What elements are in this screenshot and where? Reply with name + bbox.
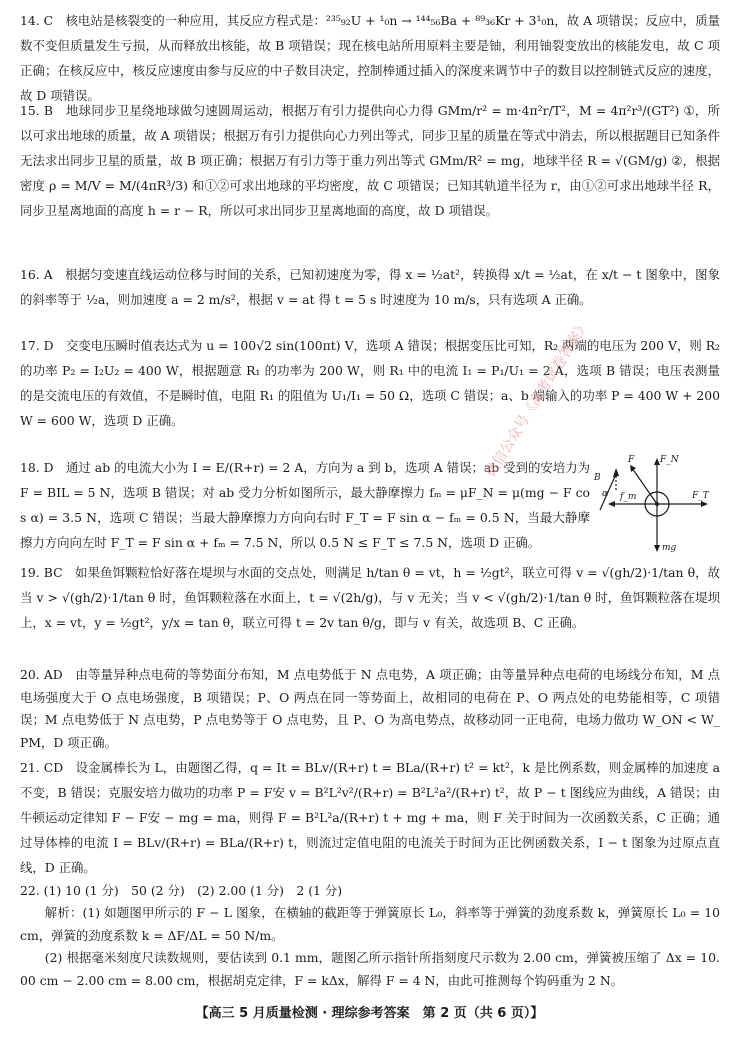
answer-18: 18. D 通过 ab 的电流大小为 I = E/(R+r) = 2 A，方向为 a 到 b，选项 A 错误；ab 受到的安培力为 F = BIL = 5 N，选项 B 错误；对 ab 受力分析如图所示，最大静摩擦力 fₘ = μF_N = μ(mg − F cos α) = 3.5 N，选项 C 错误；当最大静摩擦力方向向右时 F_T = F sin α − fₘ = 0.5 N，当最大静摩擦力方向向左时 F_T = F sin α + fₘ = 7.5 N，所以 0.5 N ≤ F_T ≤ 7.5 N，选项 D 正确。 [20, 460, 590, 550]
angle-label-alpha: α [602, 489, 609, 499]
answer-14: 14. C 核电站是核裂变的一种应用，其反应方程式是：²³⁵₉₂U + ¹₀n → ¹⁴⁴₅₆Ba + ⁸⁹₃₆Kr + 3¹₀n，故 A 项错误；反应中，质量数不变但质量发生亏损，从而释放出核能，故 B 项错误；现在核电站所用原料主要是铀，利用铀裂变放出的核能发电，故 C 项正确；在核反应中，核反应速度由参与反应的中子数目决定，控制棒通过插入的深度来调节中子的数目以控制链式反应的速度，故 D 项错误。 [20, 13, 720, 103]
answer-22-analysis-2: (2) 根据毫米刻度尺读数规则，要估读到 0.1 mm，题图乙所示指针所指刻度尺示数为 2.00 cm，弹簧被压缩了 Δx = 10.00 cm − 2.00 cm = 8.00 cm，根据胡克定律，F = kΔx，解得 F = 4 N，由此可推测每个钩码重为 2 N。 [20, 950, 720, 988]
force-label-ft: F_T [692, 491, 709, 501]
answer-22-analysis-1: 解析：(1) 如题图甲所示的 F − L 图象，在横轴的截距等于弹簧原长 L₀，斜率等于弹簧的劲度系数 k，弹簧原长 L₀ = 10 cm，弹簧的劲度系数 k = ΔF/ΔL = 50 N/m。 [20, 905, 720, 943]
force-label-fn: F_N [660, 455, 679, 465]
force-diagram [592, 452, 717, 562]
force-label-mg: mg [662, 543, 677, 553]
answer-20: 20. AD 由等量异种点电荷的等势面分布知，M 点电势低于 N 点电势，A 项正确；由等量异种点电荷的电场线分布知，M 点电场强度大于 O 点电场强度，B 项错误；P、O 两点在同一等势面上，故相同的电荷在 P、O 两点处的电势能相等，C 项错误；M 点电势低于 N 点电势，P 点电势等于 O 点电势，且 P、O 为高电势点，故移动同一正电荷，电场力做功 W_ON < W_PM，D 项正确。 [20, 667, 720, 750]
force-label-f: F [628, 455, 635, 465]
answer-15: 15. B 地球同步卫星绕地球做匀速圆周运动，根据万有引力提供向心力得 GMm/r² = m·4π²r/T²，M = 4π²r³/(GT²) ①，所以可求出地球的质量，故 A 项错误；根据万有引力提供向心力列出等式，同步卫星的质量在等式中消去，所以根据题目已知条件无法求出同步卫星的质量，故 B 项正确；根据万有引力等于重力列出等式 GMm/R² = mg，地球半径 R = √(GM/g) ②，根据密度 ρ = M/V = M/(4πR³/3) 和①②可求出地球的平均密度，故 C 项错误；已知其轨道半径为 r，由①②可求出地球半径 R，同步卫星离地面的高度 h = r − R，所以可求出同步卫星离地面的高度，故 D 项错误。 [20, 103, 720, 218]
answer-22-key: 22. (1) 10 (1 分) 50 (2 分) (2) 2.00 (1 分) 2 (1 分) [20, 883, 343, 898]
watermark: 微信公众号《高考试卷答案》 [482, 317, 593, 481]
field-label-b: B [594, 473, 601, 483]
answer-16: 16. A 根据匀变速直线运动位移与时间的关系，已知初速度为零，得 x = ½at²，转换得 x/t = ½at，在 x/t − t 图象中，图象的斜率等于 ½a，则加速度 a = 2 m/s²，根据 v = at 得 t = 5 s 时速度为 10 m/s，只有选项 A 正确。 [20, 267, 720, 307]
page-footer: 【高三 5 月质量检测 · 理综参考答案 第 2 页（共 6 页）】 [195, 1006, 544, 1021]
answer-19: 19. BC 如果鱼饵颗粒恰好落在堤坝与水面的交点处，则满足 h/tan θ = vt，h = ½gt²，联立可得 v = √(gh/2)·1/tan θ，故当 v > √(gh/2)·1/tan θ 时，鱼饵颗粒落在水面上，t = √(2h/g)，与 v 无关；当 v < √(gh/2)·1/tan θ 时，鱼饵颗粒落在堤坝上，x = vt，y = ½gt²，y/x = tan θ，联立可得 t = 2v tan θ/g，即与 v 有关，故选项 B、C 正确。 [20, 565, 720, 630]
answer-17: 17. D 交变电压瞬时值表达式为 u = 100√2 sin(100πt) V，选项 A 错误；根据变压比可知，R₂ 两端的电压为 200 V，则 R₂ 的功率 P₂ = I₂U₂ = 400 W，根据题意 R₁ 的功率为 200 W，则 R₁ 中的电流 I₁ = P₁/U₁ = 2 A，选项 B 错误；电压表测量的是交流电压的有效值，不是瞬时值，电阻 R₁ 的阻值为 U₁/I₁ = 50 Ω，选项 C 错误；a、b 端输入的功率 P = 400 W + 200 W = 600 W，选项 D 正确。 [20, 338, 720, 428]
answer-21: 21. CD 设金属棒长为 L，由题图乙得，q = It = BLv/(R+r) t = BLa/(R+r) t² = kt²，k 是比例系数，则金属棒的加速度 a 不变，B 错误；克服安培力做功的功率 P = F安 v = B²L²v²/(R+r) = B²L²a²/(R+r) t²，故 P − t 图线应为曲线，A 错误；由牛顿运动定律知 F − F安 − mg = ma，则得 F = B²L²a/(R+r) t + mg + ma，则 F 关于时间为一次函数关系，C 正确；通过导体棒的电流 I = BLv/(R+r) = BLa/(R+r) t，则流过定值电阻的电流关于时间为正比例函数关系，I − t 图象为过原点直线，D 正确。 [20, 760, 720, 875]
force-label-fm: f_m [620, 492, 637, 502]
